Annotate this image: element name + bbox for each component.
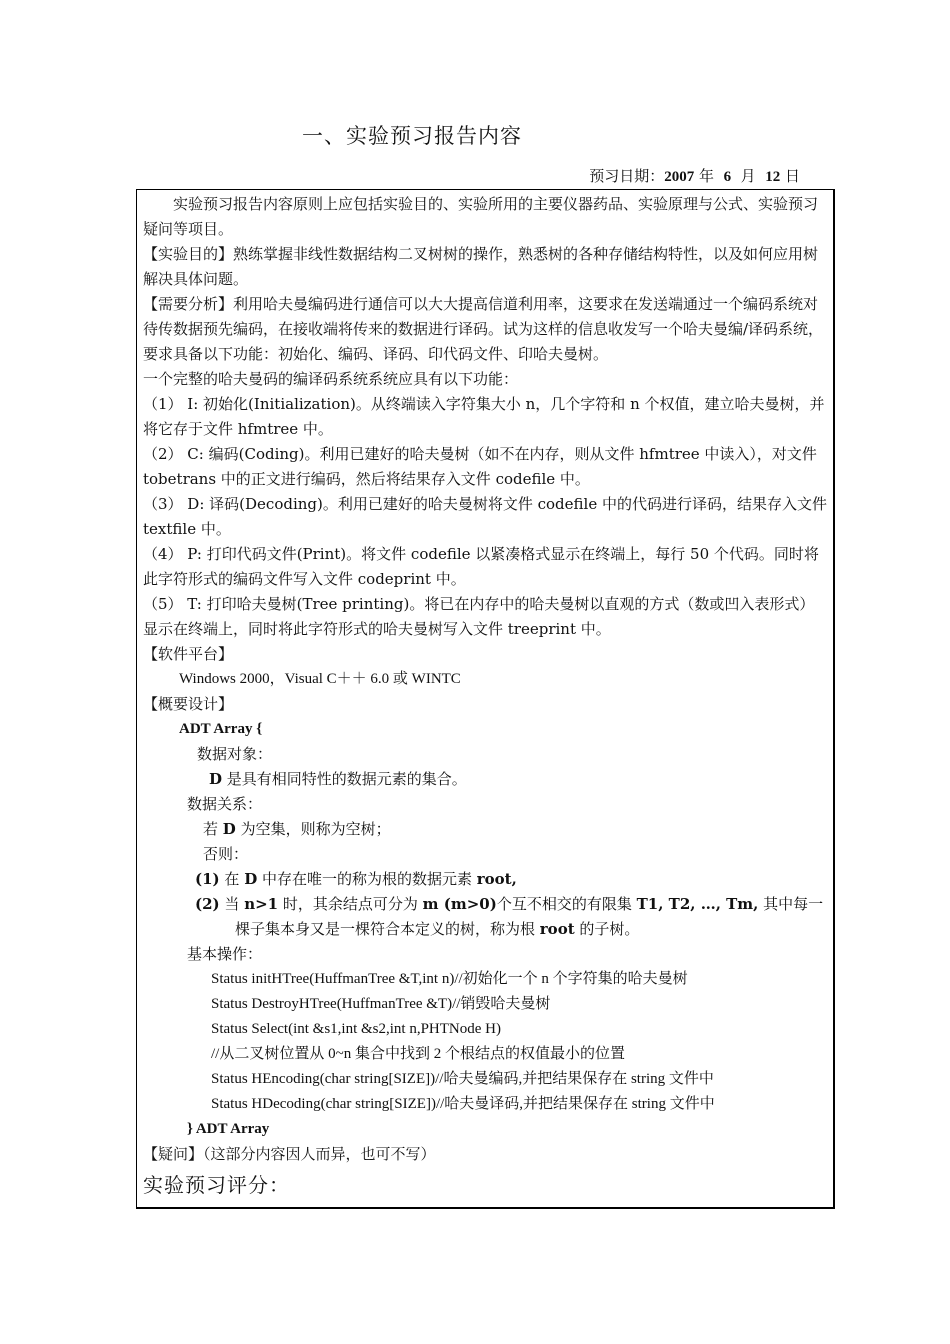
data-object-desc: 是具有相同特性的数据元素的集合。 [222, 770, 467, 788]
platform-heading: 【软件平台】 [143, 645, 234, 663]
function-item-3: （3） D: 译码(Decoding)。利用已建好的哈夫曼树将文件 codefile 中的代码进行译码，结果存入文件 textfile 中。 [143, 495, 827, 538]
function-item-5: （5） T: 打印哈夫曼树(Tree printing)。将已在内存中的哈夫曼树以直观的方式（数或凹入表形式）显示在终端上，同时将此字符形式的哈夫曼树写入文件 treeprint 中。 [143, 595, 815, 638]
data-object-label: 数据对象： [197, 745, 273, 763]
relation-if [143, 817, 827, 842]
score-label: 实验预习评分： [143, 1173, 290, 1197]
relation-if-pre: 若 [203, 820, 223, 838]
date-label: 预习日期： [589, 167, 665, 185]
function-item-4: （4） P: 打印代码文件(Print)。将文件 codefile 以紧凑格式显示在终端上，每行 50 个代码。同时将此字符形式的编码文件写入文件 codeprint 中。 [143, 545, 819, 588]
adt-close: } ADT Array [187, 1121, 270, 1137]
otherwise: 否则： [203, 845, 249, 863]
data-object-d: D [209, 770, 223, 788]
relation-label: 数据关系： [187, 795, 263, 813]
date-day-unit: 日 [784, 167, 800, 185]
purpose-text: 熟练掌握非线性数据结构二叉树树的操作，熟悉树的各种存储结构特性，以及如何应用树解决具体问题。 [143, 245, 819, 288]
date-year: 2007 [664, 169, 695, 185]
rule-1-pre: 在 [219, 870, 245, 888]
analysis-summary: 一个完整的哈夫曼码的编译码系统系统应具有以下功能： [143, 370, 519, 388]
rule-1-num: (1) [195, 870, 220, 888]
data-object-text [143, 767, 827, 792]
date-day: 12 [765, 169, 781, 185]
purpose-paragraph [143, 242, 827, 292]
platform-text: Windows 2000，Visual C＋＋ 6.0 或 WINTC [179, 671, 461, 687]
op-line-2: Status DestroyHTree(HuffmanTree &T)//销毁哈夫曼树 [211, 996, 551, 1012]
question-text: （这部分内容因人而异，也可不写） [203, 1145, 436, 1163]
rule-2-mid: 时，其余结点可分为 [278, 895, 423, 913]
question-heading: 【疑问】 [143, 1145, 204, 1163]
function-item-2: （2） C: 编码(Coding)。利用已建好的哈夫曼树（如不在内存，则从文件 hfmtree 中读入），对文件 tobetrans 中的正文进行编码，然后将结果存入文件 codefile 中。 [143, 445, 817, 488]
question-paragraph [143, 1142, 827, 1167]
rule-2-num: (2) [195, 895, 220, 913]
purpose-heading: 【实验目的】 [143, 245, 234, 263]
rule-2-mid2: 个互不相交的有限集 [496, 895, 637, 913]
function-item-1: （1） I: 初始化(Initialization)。从终端读入字符集大小 n，几个字符和 n 个权值，建立哈夫曼树，并将它存于文件 hfmtree 中。 [143, 395, 825, 438]
rule-2-end: 的子树。 [574, 920, 640, 938]
date-month: 6 [723, 169, 732, 185]
design-heading: 【概要设计】 [143, 695, 234, 713]
report-box [136, 189, 835, 1209]
op-line-4: //从二叉树位置从 0~n 集合中找到 2 个根结点的权值最小的位置 [211, 1046, 625, 1062]
rule-2-pre: 当 [219, 895, 245, 913]
report-content [143, 192, 827, 1198]
op-line-1: Status initHTree(HuffmanTree &T,int n)//初始化一个 n 个字符集的哈夫曼树 [211, 971, 688, 987]
relation-if-d: D [222, 820, 236, 838]
adt-open: ADT Array { [179, 721, 263, 737]
analysis-heading: 【需要分析】 [143, 295, 234, 313]
rule-2-cond: n>1 [244, 895, 279, 913]
op-line-3: Status Select(int &s1,int &s2,int n,PHTNode H) [211, 1021, 501, 1037]
rule-1-mid: 中存在唯一的称为根的数据元素 [257, 870, 477, 888]
rule-2 [143, 892, 827, 942]
rule-2-root: root [539, 920, 575, 938]
page-title: 一、实验预习报告内容 [302, 124, 522, 148]
op-line-6: Status HDecoding(char string[SIZE])//哈夫曼译码,并把结果保存在 string 文件中 [211, 1096, 715, 1112]
preview-date [589, 165, 800, 186]
rule-1 [143, 867, 827, 892]
intro-paragraph: 实验预习报告内容原则上应包括实验目的、实验所用的主要仪器药品、实验原理与公式、实验预习疑问等项目。 [143, 195, 819, 238]
relation-if-post: 为空集，则称为空树； [235, 820, 391, 838]
analysis-paragraph [143, 292, 827, 367]
rule-1-d: D [244, 870, 258, 888]
rule-2-sets: T1, T2, …, Tm, [636, 895, 759, 913]
rule-2-post: 其中每一棵子集本身又是一棵符合本定义的树，称为根 [235, 895, 824, 938]
analysis-text: 利用哈夫曼编码进行通信可以大大提高信道利用率，这要求在发送端通过一个编码系统对待传数据预先编码，在接收端将传来的数据进行译码。试为这样的信息收发写一个哈夫曼编/译码系统，要求具备以下功能：初始化、编码、译码、印代码文件、印哈夫曼树。 [143, 295, 824, 363]
date-year-unit: 年 [699, 167, 715, 185]
rule-2-m: m (m>0) [422, 895, 497, 913]
op-line-5: Status HEncoding(char string[SIZE])//哈夫曼编码,并把结果保存在 string 文件中 [211, 1071, 714, 1087]
ops-label: 基本操作： [187, 945, 263, 963]
rule-1-root: root, [476, 870, 517, 888]
date-month-unit: 月 [740, 167, 756, 185]
